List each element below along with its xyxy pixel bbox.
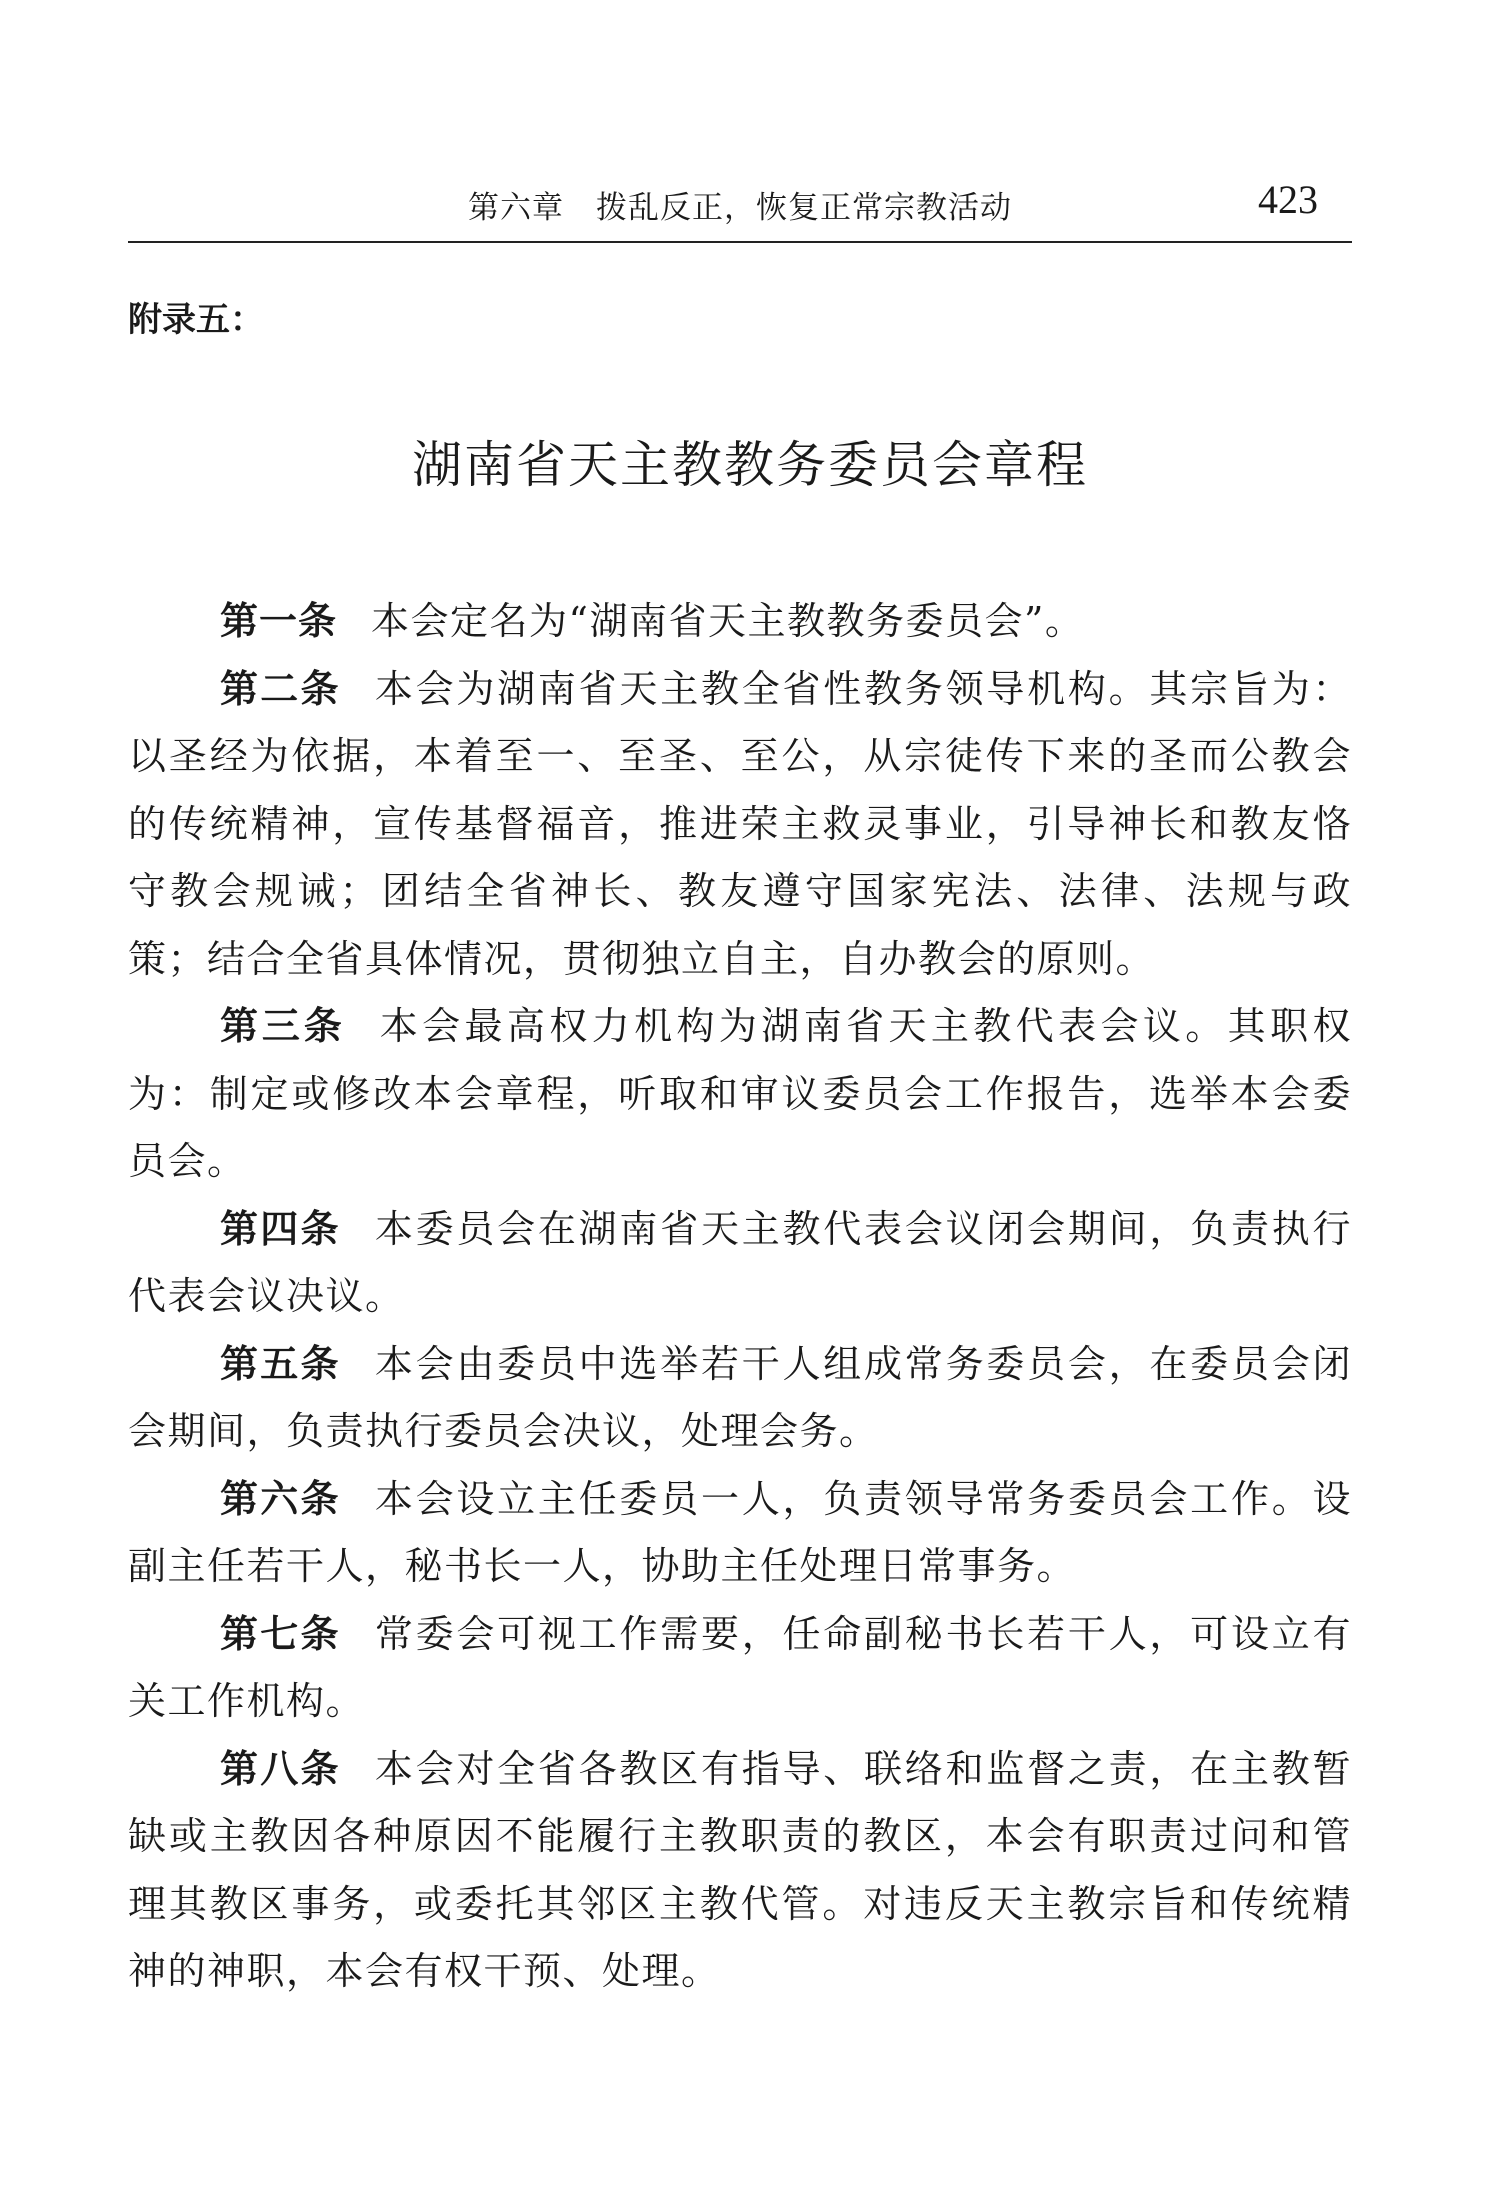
article-text: 本会为湖南省天主教全省性教务领导机构。其宗旨为：以圣经为依据，本着至一、至圣、至公，从宗徒传下来的圣而公教会的传统精神，宣传基督福音，推进荣主救灵事业，引导神长和教友恪守教会规诫；团结全省神长、教友遵守国家宪法、法律、法规与政策；结合全省具体情况，贯彻独立自主，自办教会的原则。	[128, 666, 1352, 981]
article-text: 本会定名为“湖南省天主教教务委员会”。	[371, 599, 1085, 643]
article-number: 第五条	[220, 1341, 341, 1386]
header-rule	[128, 241, 1352, 243]
article-paragraph	[128, 993, 1352, 1196]
article-text: 本会对全省各教区有指导、联络和监督之责，在主教暂缺或主教因各种原因不能履行主教职责的教区，本会有职责过问和管理其教区事务，或委托其邻区主教代管。对违反天主教宗旨和传统精神的神职，本会有权干预、处理。	[128, 1746, 1352, 1993]
article-paragraph	[128, 588, 1352, 656]
article-number: 第七条	[220, 1611, 341, 1656]
article-number: 第四条	[220, 1206, 341, 1251]
article-paragraph	[128, 1196, 1352, 1331]
article-text: 本会设立主任委员一人，负责领导常务委员会工作。设副主任若干人，秘书长一人，协助主任处理日常事务。	[128, 1476, 1352, 1588]
article-text: 常委会可视工作需要，任命副秘书长若干人，可设立有关工作机构。	[128, 1611, 1352, 1723]
article-paragraph	[128, 1466, 1352, 1601]
page-number: 423	[1258, 177, 1318, 222]
article-number: 第八条	[220, 1746, 341, 1791]
running-title: 第六章 拨乱反正，恢复正常宗教活动	[468, 190, 1012, 226]
article-paragraph	[128, 656, 1352, 994]
document-title: 湖南省天主教教务委员会章程	[412, 436, 1088, 494]
article-text: 本会由委员中选举若干人组成常务委员会，在委员会闭会期间，负责执行委员会决议，处理会务。	[128, 1341, 1352, 1453]
article-paragraph	[128, 1736, 1352, 2006]
article-number: 第一条	[220, 599, 338, 643]
appendix-label: 附录五：	[128, 300, 264, 340]
document-body	[128, 588, 1352, 2006]
article-text: 本会最高权力机构为湖南省天主教代表会议。其职权为：制定或修改本会章程，听取和审议委员会工作报告，选举本会委员会。	[128, 1004, 1352, 1183]
article-number: 第三条	[220, 1004, 346, 1048]
article-number: 第六条	[220, 1476, 341, 1521]
article-paragraph	[128, 1601, 1352, 1736]
article-paragraph	[128, 1331, 1352, 1466]
article-text: 本委员会在湖南省天主教代表会议闭会期间，负责执行代表会议决议。	[128, 1206, 1352, 1318]
running-header	[128, 176, 1352, 236]
article-number: 第二条	[220, 666, 341, 711]
